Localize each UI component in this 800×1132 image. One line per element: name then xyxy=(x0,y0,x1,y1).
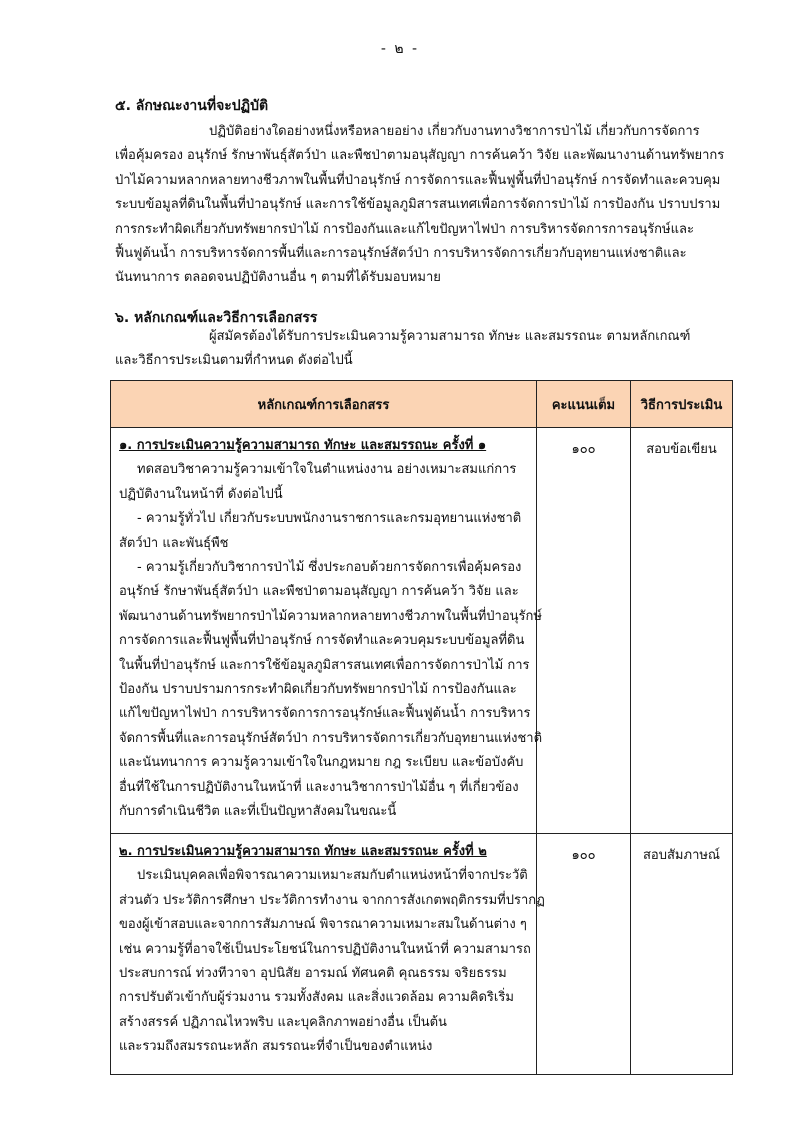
method-cell: สอบข้อเขียน xyxy=(631,428,733,834)
section-5-line: ปฏิบัติอย่างใดอย่างหนึ่งหรือหลายอย่าง เกี่ยวกับงานทางวิชาการป่าไม้ เกี่ยวกับการจัดการ xyxy=(209,124,700,139)
section-5-line: การกระทำผิดเกี่ยวกับทรัพยากรป่าไม้ การป้องกันและแก้ไขปัญหาไฟป่า การบริหารจัดการการอนุรักษ์และ xyxy=(115,221,694,237)
table-header-row xyxy=(111,381,733,428)
criteria-line: ประเมินบุคคลเพื่อพิจารณาความเหมาะสมกับตำแหน่งหน้าที่จากประวัติ xyxy=(137,868,528,884)
table-row xyxy=(111,428,733,834)
criteria-line: ทดสอบวิชาความรู้ความเข้าใจในตำแหน่งงาน อย่างเหมาะสมแก่การ xyxy=(137,462,517,478)
criteria-line: ในพื้นที่ป่าอนุรักษ์ และการใช้ข้อมูลภูมิสารสนเทศเพื่อการจัดการป่าไม้ การ xyxy=(119,657,530,673)
criteria-line: ของผู้เข้าสอบและจากการสัมภาษณ์ พิจารณาความเหมาะสมในด้านต่าง ๆ xyxy=(119,917,527,933)
criteria-cell xyxy=(111,834,545,1075)
criteria-line: เช่น ความรู้ที่อาจใช้เป็นประโยชน์ในการปฏิบัติงานในหน้าที่ ความสามารถ xyxy=(119,941,531,957)
criteria-line: และนันทนาการ ความรู้ความเข้าใจในกฎหมาย กฎ ระเบียบ และข้อบังคับ xyxy=(119,755,524,771)
selection-criteria-table xyxy=(110,380,733,1075)
criteria-cell xyxy=(111,428,543,834)
section-5-body xyxy=(115,120,725,291)
section-6-line: ผู้สมัครต้องได้รับการประเมินความรู้ความสามารถ ทักษะ และสมรรถนะ ตามหลักเกณฑ์ xyxy=(209,329,691,344)
section-5-line: ฟื้นฟูต้นน้ำ การบริหารจัดการพื้นที่และการอนุรักษ์สัตว์ป่า การบริหารจัดการเกี่ยวกับอุทยานแห่งชาติและ xyxy=(115,246,687,262)
section-5-heading: ๕. ลักษณะงานที่จะปฏิบัติ xyxy=(115,98,269,114)
criteria-line: - ความรู้ทั่วไป เกี่ยวกับระบบพนักงานราชการและกรมอุทยานแห่งชาติ xyxy=(137,511,522,527)
method-cell: สอบสัมภาษณ์ xyxy=(631,834,733,1075)
section-5-line: ระบบข้อมูลที่ดินในพื้นที่ป่าอนุรักษ์ และการใช้ข้อมูลภูมิสารสนเทศเพื่อการจัดการป่าไม้ การป้องกัน ปราบปราม xyxy=(115,197,721,213)
header-full-score: คะแนนเต็ม xyxy=(537,381,631,428)
criteria-line: ประสบการณ์ ท่วงทีวาจา อุปนิสัย อารมณ์ ทัศนคติ คุณธรรม จริยธรรม xyxy=(119,966,507,982)
section-5-line: นันทนาการ ตลอดจนปฏิบัติงานอื่น ๆ ตามที่ได้รับมอบหมาย xyxy=(115,270,441,286)
criteria-line: - ความรู้เกี่ยวกับวิชาการป่าไม้ ซึ่งประกอบด้วยการจัดการเพื่อคุ้มครอง xyxy=(137,560,522,576)
criteria-line: และรวมถึงสมรรถนะหลัก สมรรถนะที่จำเป็นของตำแหน่ง xyxy=(119,1039,433,1055)
full-score-cell: ๑๐๐ xyxy=(537,428,631,834)
full-score-cell: ๑๐๐ xyxy=(537,834,631,1075)
criteria-title: ๑. การประเมินความรู้ความสามารถ ทักษะ และสมรรถนะ ครั้งที่ ๑ xyxy=(119,438,487,453)
criteria-line: อื่นที่ใช้ในการปฏิบัติงานในหน้าที่ และงานวิชาการป่าไม้อื่น ๆ ที่เกี่ยวข้อง xyxy=(119,779,519,795)
criteria-line: สร้างสรรค์ ปฏิภาณไหวพริบ และบุคลิกภาพอย่างอื่น เป็นต้น xyxy=(119,1014,447,1030)
section-6-heading: ๖. หลักเกณฑ์และวิธีการเลือกสรร xyxy=(115,310,318,326)
section-6-body xyxy=(115,325,715,374)
criteria-line: สัตว์ป่า และพันธุ์พืช xyxy=(119,535,229,551)
section-6-line: และวิธีการประเมินตามที่กำหนด ดังต่อไปนี้ xyxy=(115,353,353,369)
header-criteria: หลักเกณฑ์การเลือกสรร xyxy=(111,381,537,428)
criteria-line: จัดการพื้นที่และการอนุรักษ์สัตว์ป่า การบริหารจัดการเกี่ยวกับอุทยานแห่งชาติ xyxy=(119,730,543,746)
section-5-line: ป่าไม้ความหลากหลายทางชีวภาพในพื้นที่ป่าอนุรักษ์ การจัดการและฟื้นฟูพื้นที่ป่าอนุรักษ์ การจัดทำและควบคุม xyxy=(115,172,721,188)
header-method: วิธีการประเมิน xyxy=(631,381,733,428)
criteria-title: ๒. การประเมินความรู้ความสามารถ ทักษะ และสมรรถนะ ครั้งที่ ๒ xyxy=(119,844,487,859)
criteria-line: อนุรักษ์ รักษาพันธุ์สัตว์ป่า และพืชป่าตามอนุสัญญา การค้นคว้า วิจัย และ xyxy=(119,584,519,600)
criteria-line: ป้องกัน ปราบปรามการกระทำผิดเกี่ยวกับทรัพยากรป่าไม้ การป้องกันและ xyxy=(119,682,517,698)
criteria-line: การปรับตัวเข้ากับผู้ร่วมงาน รวมทั้งสังคม และสิ่งแวดล้อม ความคิดริเริ่ม xyxy=(119,990,514,1006)
page-number: - ๒ - xyxy=(380,41,420,57)
criteria-line: ส่วนตัว ประวัติการศึกษา ประวัติการทำงาน จากการสังเกตพฤติกรรมที่ปรากฏ xyxy=(119,892,545,908)
table-row xyxy=(111,834,733,1075)
criteria-line: ปฏิบัติงานในหน้าที่ ดังต่อไปนี้ xyxy=(119,486,283,502)
criteria-line: การจัดการและฟื้นฟูพื้นที่ป่าอนุรักษ์ การจัดทำและควบคุมระบบข้อมูลที่ดิน xyxy=(119,633,525,649)
criteria-line: กับการดำเนินชีวิต และที่เป็นปัญหาสังคมในขณะนี้ xyxy=(119,804,397,820)
criteria-line: แก้ไขปัญหาไฟป่า การบริหารจัดการการอนุรักษ์และฟื้นฟูต้นน้ำ การบริหาร xyxy=(119,706,531,722)
criteria-line: พัฒนางานด้านทรัพยากรป่าไม้ความหลากหลายทางชีวภาพในพื้นที่ป่าอนุรักษ์ xyxy=(119,608,542,624)
section-5-line: เพื่อคุ้มครอง อนุรักษ์ รักษาพันธุ์สัตว์ป่า และพืชป่าตามอนุสัญญา การค้นคว้า วิจัย และพัฒนางานด้านทรัพยากร xyxy=(115,148,725,164)
